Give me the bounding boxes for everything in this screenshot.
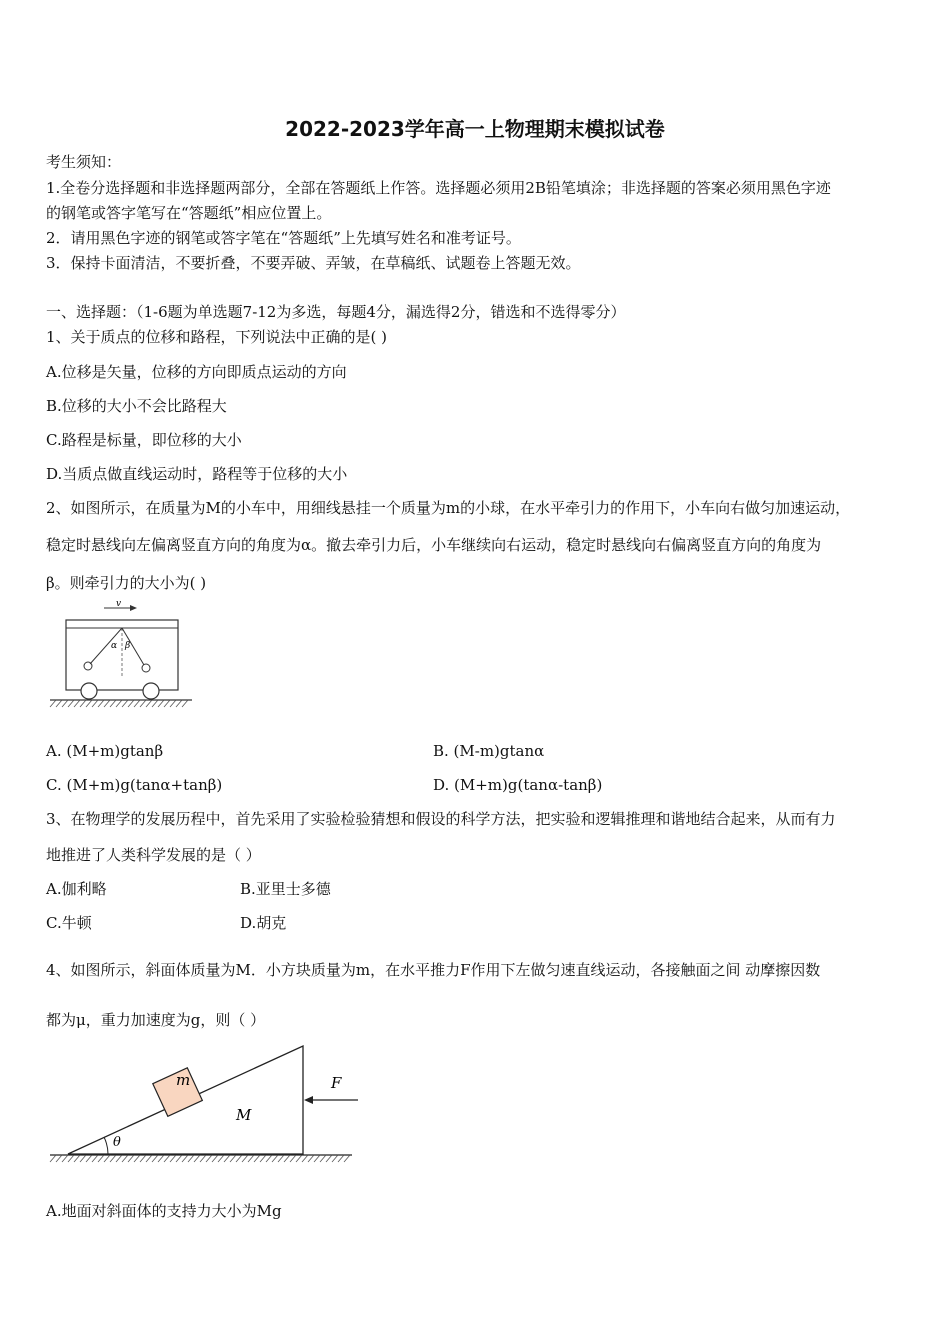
q1-stem: 1、关于质点的位移和路程，下列说法中正确的是( ) [46,328,388,346]
q3-option-b: B.亚里士多德 [240,880,331,898]
alpha-label: α [111,641,118,651]
ground-hatching-2 [50,1155,350,1162]
q1-option-a: A.位移是矢量，位移的方向即质点运动的方向 [46,363,347,381]
q1-option-c: C.路程是标量，即位移的大小 [46,431,242,449]
q2-option-d: D. (M+m)g(tanα-tanβ) [433,776,603,794]
ball-alpha [84,662,92,670]
notice-line-2: 2．请用黑色字迹的钢笔或答字笔在“答题纸”上先填写姓名和准考证号。 [46,229,521,247]
q4-option-a: A.地面对斜面体的支持力大小为Mg [46,1202,282,1220]
beta-label: β [125,641,131,651]
angle-arc [104,1137,108,1154]
q3-stem-line-2: 地推进了人类科学发展的是（ ） [46,846,261,864]
section-heading: 一、选择题：（1-6题为单选题7-12为多选，每题4分，漏选得2分，错选和不选得零分） [46,303,626,321]
force-label-F: F [331,1074,342,1092]
notice-line-1a: 1.全卷分选择题和非选择题两部分，全部在答题纸上作答。选择题必须用2B铅笔填涂；非选择题的答案必须用黑色字迹 [46,179,831,197]
ball-beta [142,664,150,672]
string-alpha [90,628,122,664]
block-label-m: m [176,1071,191,1089]
q1-option-b: B.位移的大小不会比路程大 [46,397,227,415]
q3-stem-line-1: 3、在物理学的发展历程中，首先采用了实验检验猜想和假设的科学方法，把实验和逻辑推理和谐地结合起来，从而有力 [46,810,836,828]
notice-heading: 考生须知： [46,153,122,171]
notice-line-1b: 的钢笔或答字笔写在“答题纸”相应位置上。 [46,204,332,222]
q4-stem-line-2: 都为μ，重力加速度为g，则（ ） [46,1011,266,1029]
notice-line-3: 3．保持卡面清洁，不要折叠，不要弄破、弄皱，在草稿纸、试题卷上答题无效。 [46,254,581,272]
q2-option-c: C. (M+m)g(tanα+tanβ) [46,776,223,794]
q3-option-d: D.胡克 [240,914,287,932]
q2-stem-line-2: 稳定时悬线向左偏离竖直方向的角度为α。撤去牵引力后，小车继续向右运动，稳定时悬线向右偏离竖直方向的角度为 [46,536,822,554]
q2-option-a: A. (M+m)gtanβ [46,742,164,760]
ground-hatching [50,700,188,707]
q1-option-d: D.当质点做直线运动时，路程等于位移的大小 [46,465,348,483]
velocity-label: v [116,599,122,609]
angle-label-theta: θ [113,1135,121,1150]
q2-option-b: B. (M-m)gtanα [433,742,545,760]
wedge-label-M: M [236,1106,252,1124]
q2-stem-line-3: β。则牵引力的大小为( ) [46,574,207,592]
q4-stem-line-1: 4、如图所示，斜面体质量为M．小方块质量为m，在水平推力F作用下左做匀速直线运动，各接触面之间 动摩擦因数 [46,961,821,979]
page-title: 2022-2023学年高一上物理期末模拟试卷 [285,117,665,141]
cart-pendulum-figure [46,598,196,710]
q3-option-a: A.伽利略 [46,880,107,898]
incline-figure [46,1038,366,1170]
wheel-left [81,683,97,699]
wheel-right [143,683,159,699]
q3-option-c: C.牛顿 [46,914,92,932]
q2-stem-line-1: 2、如图所示，在质量为M的小车中，用细线悬挂一个质量为m的小球，在水平牵引力的作用下，小车向右做匀加速运动， [46,499,851,517]
